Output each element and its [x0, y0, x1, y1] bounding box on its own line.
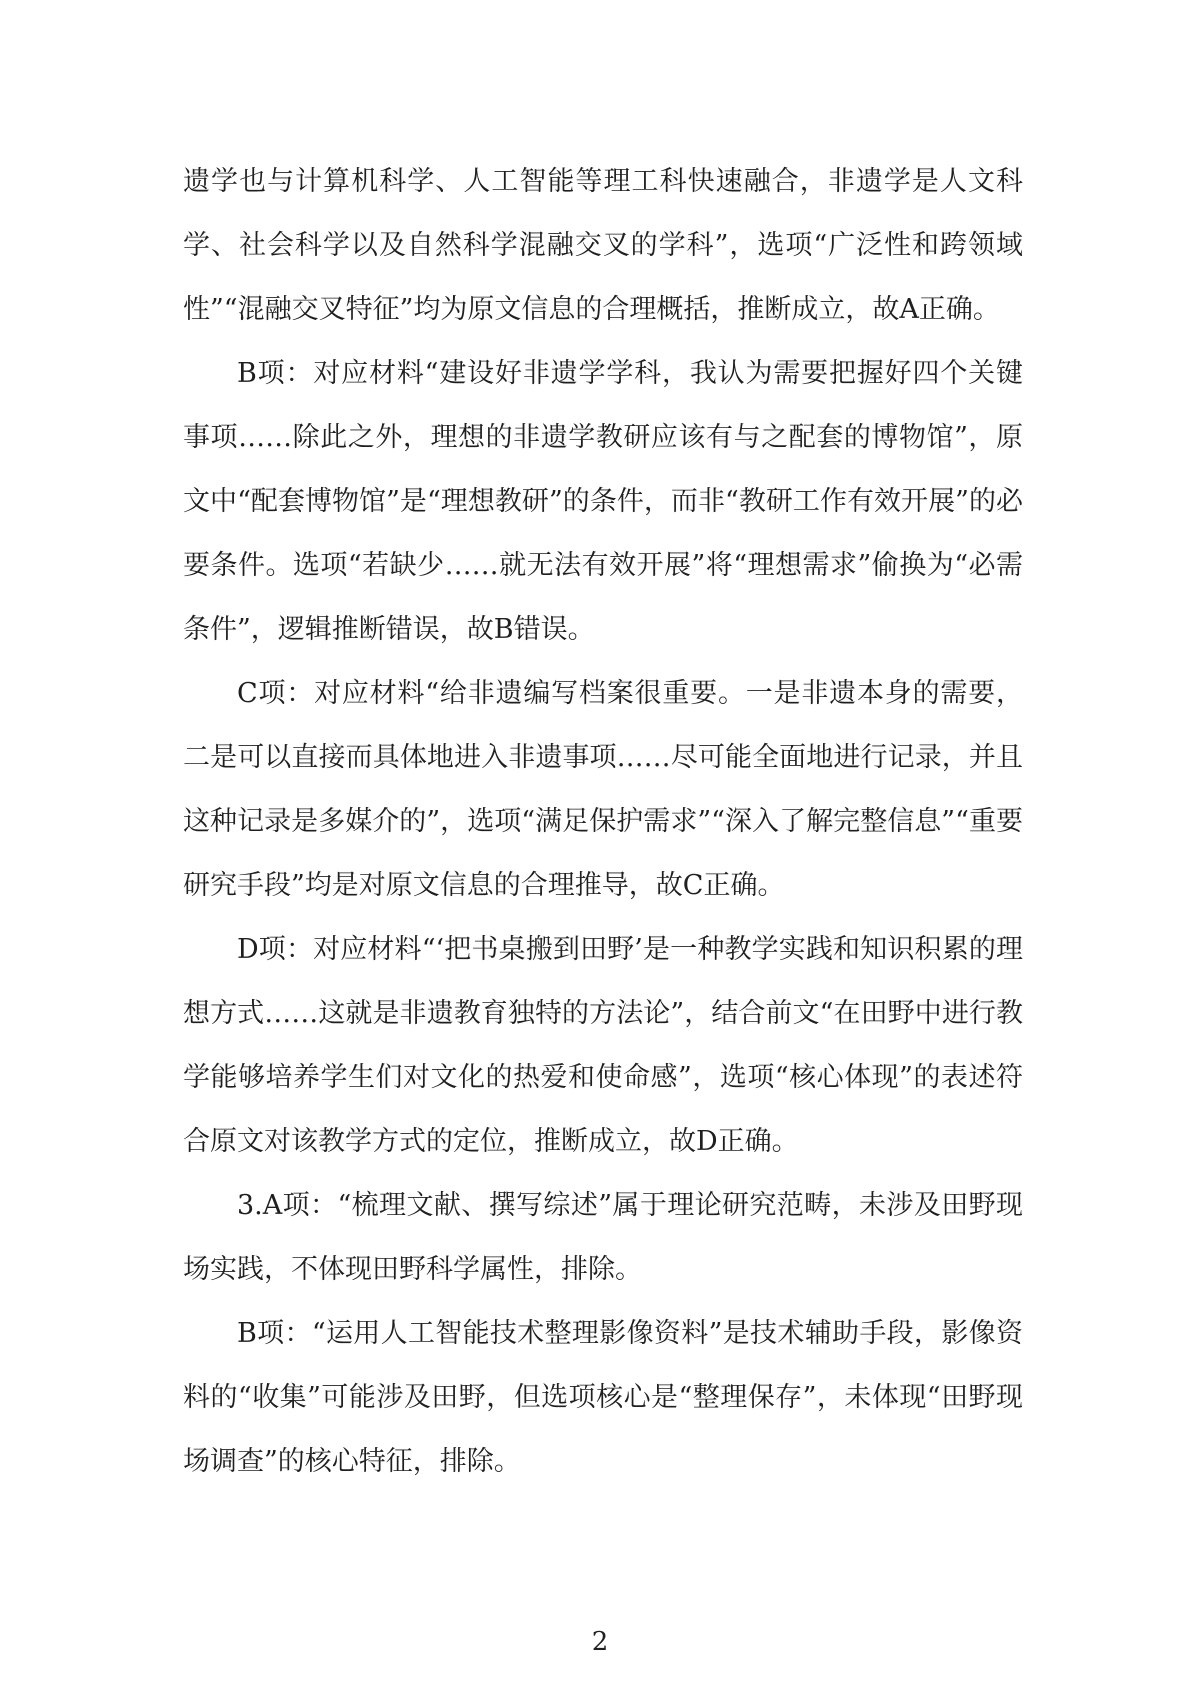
page-number: 2: [591, 1627, 609, 1657]
paragraph-option-c: C项：对应材料“给非遗编写档案很重要。一是非遗本身的需要，二是可以直接而具体地进入非遗事项……尽可能全面地进行记录，并且这种记录是多媒介的”，选项“满足保护需求”“深入了解完整信息”“重要研究手段”均是对原文信息的合理推导，故C正确。: [183, 678, 1023, 901]
paragraph-question-3-option-a: 3.A项：“梳理文献、撰写综述”属于理论研究范畴，未涉及田野现场实践，不体现田野科学属性，排除。: [183, 1190, 1023, 1285]
page-body: [183, 150, 1023, 1494]
paragraph-option-d: D项：对应材料“‘把书桌搬到田野’是一种教学实践和知识积累的理想方式……这就是非遗教育独特的方法论”，结合前文“在田野中进行教学能够培养学生们对文化的热爱和使命感”，选项“核心体现”的表述符合原文对该教学方式的定位，推断成立，故D正确。: [183, 934, 1023, 1157]
paragraph-question-3-option-b: B项：“运用人工智能技术整理影像资料”是技术辅助手段，影像资料的“收集”可能涉及田野，但选项核心是“整理保存”，未体现“田野现场调查”的核心特征，排除。: [183, 1318, 1023, 1477]
paragraph-option-b: B项：对应材料“建设好非遗学学科，我认为需要把握好四个关键事项……除此之外，理想的非遗学教研应该有与之配套的博物馆”，原文中“配套博物馆”是“理想教研”的条件，而非“教研工作有效开展”的必要条件。选项“若缺少……就无法有效开展”将“理想需求”偷换为“必需条件”，逻辑推断错误，故B错误。: [183, 358, 1023, 645]
paragraph-continuation-option-a: 遗学也与计算机科学、人工智能等理工科快速融合，非遗学是人文科学、社会科学以及自然科学混融交叉的学科”，选项“广泛性和跨领域性”“混融交叉特征”均为原文信息的合理概括，推断成立，故A正确。: [183, 166, 1023, 325]
